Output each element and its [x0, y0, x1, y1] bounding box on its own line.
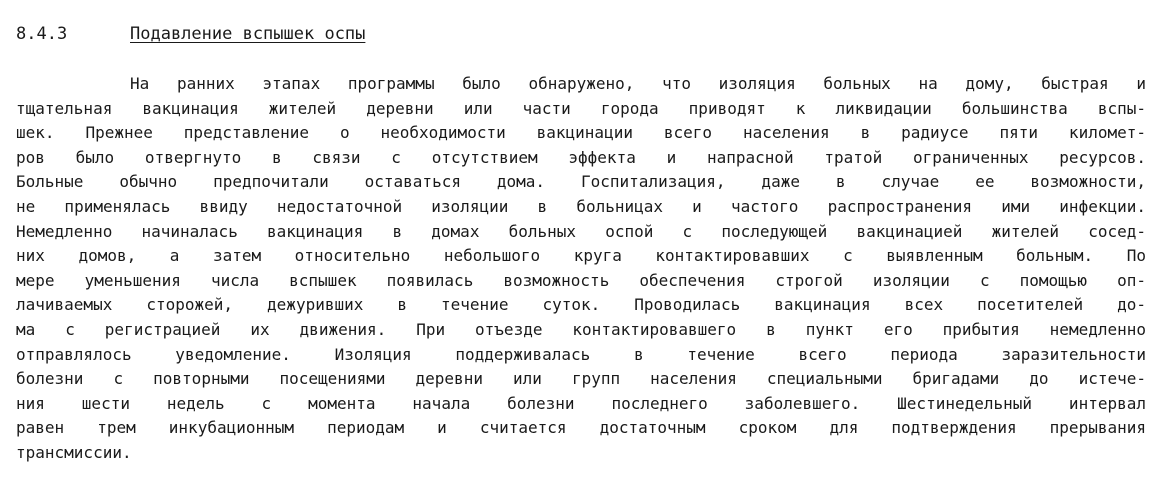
paragraph-line: ния шести недель с момента начала болезни последнего заболевшего. Шестинедельный интервал — [16, 393, 1146, 413]
paragraph-line: ма с регистрацией их движения. При отъезде контактировавшего в пункт его прибытия немедленно — [16, 319, 1146, 339]
paragraph-line: них домов, а затем относительно небольшого круга контактировавших с выявленным больным. По — [16, 246, 1146, 266]
body-paragraph — [16, 72, 1146, 466]
paragraph-line: болезни с повторными посещениями деревни или групп населения специальными бригадами до истече- — [16, 369, 1146, 389]
paragraph-line: равен трем инкубационным периодам и считается достаточным сроком для подтверждения прерывания — [16, 418, 1146, 438]
paragraph-line: На ранних этапах программы было обнаружено, что изоляция больных на дому, быстрая и — [130, 74, 1146, 93]
paragraph-line: мере уменьшения числа вспышек появилась возможность обеспечения строгой изоляции с помощью оп- — [16, 270, 1146, 290]
paragraph-line: тщательная вакцинация жителей деревни или части города приводят к ликвидации большинства вспы- — [16, 98, 1146, 118]
paragraph-line: Больные обычно предпочитали оставаться дома. Госпитализация, даже в случае ее возможности, — [16, 172, 1146, 192]
paragraph-line: не применялась ввиду недостаточной изоляции в больницах и частого распространения ими инфекции. — [16, 196, 1146, 216]
paragraph-line: отправлялось уведомление. Изоляция поддерживалась в течение всего периода заразительности — [16, 344, 1146, 364]
paragraph-line: трансмиссии. — [16, 442, 132, 462]
paragraph-line: Немедленно начиналась вакцинация в домах больных оспой с последующей вакцинацией жителей сосед- — [16, 221, 1146, 241]
paragraph-line: шек. Прежнее представление о необходимости вакцинации всего населения в радиусе пяти километ- — [16, 123, 1146, 143]
paragraph-line: ров было отвергнуто в связи с отсутствием эффекта и напрасной тратой ограниченных ресурсов. — [16, 147, 1146, 167]
section-title: Подавление вспышек оспы — [130, 24, 366, 44]
paragraph-line: лачиваемых сторожей, дежуривших в течение суток. Проводилась вакцинация всех посетителей до- — [16, 295, 1146, 315]
section-number: 8.4.3 — [16, 24, 68, 44]
